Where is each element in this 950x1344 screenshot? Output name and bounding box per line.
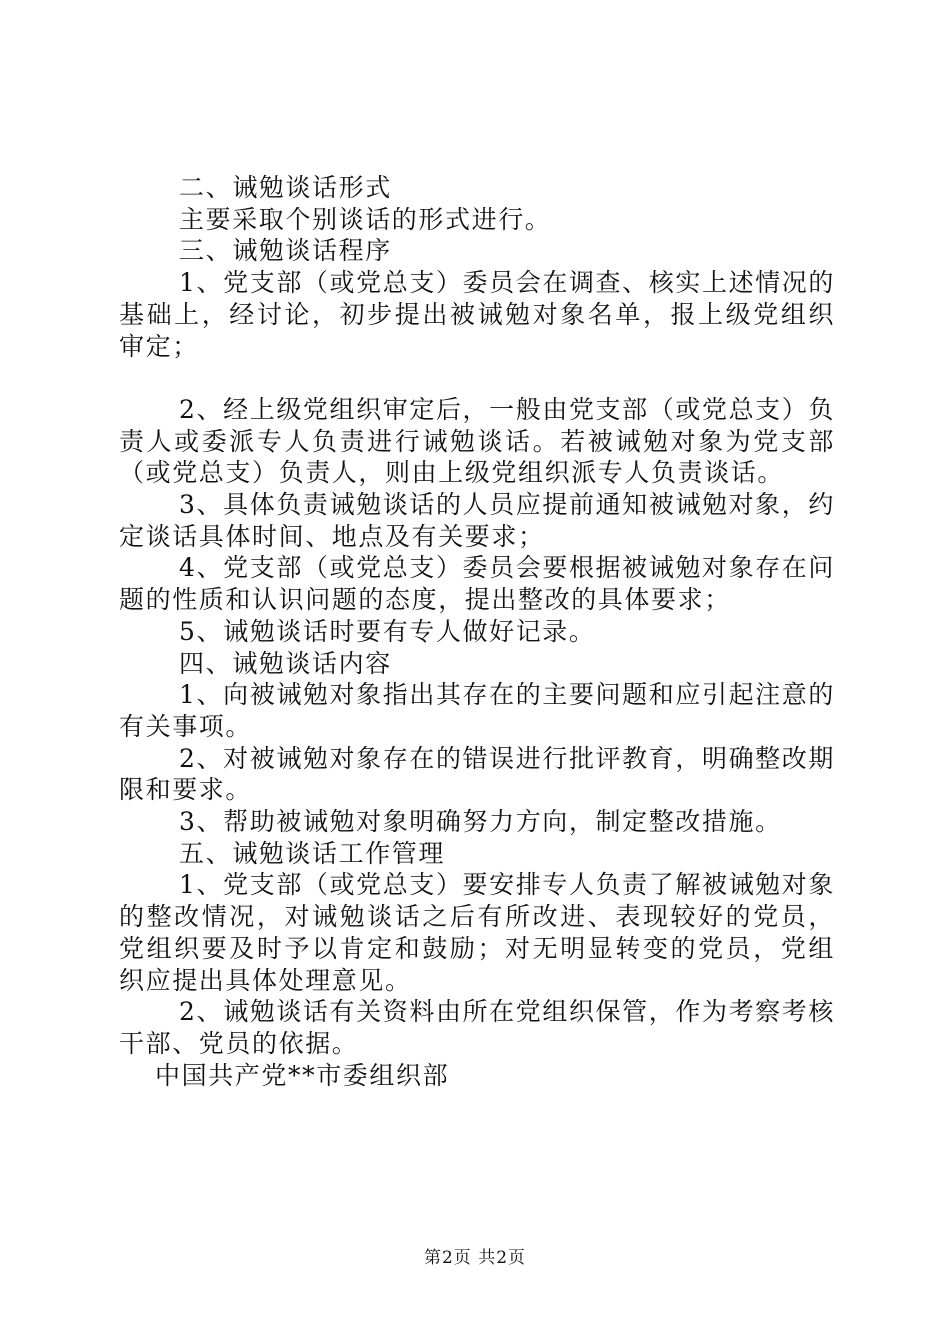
paragraph-procedure-4: 4、党支部（或党总支）委员会要根据被诫勉对象存在问题的性质和认识问题的态度，提出整改的具体要求； bbox=[119, 553, 835, 615]
paragraph-form-method: 主要采取个别谈话的形式进行。 bbox=[179, 204, 552, 234]
section-heading-form: 二、诫勉谈话形式 bbox=[179, 173, 392, 202]
paragraph-management-1: 1、党支部（或党总支）要安排专人负责了解被诫勉对象的整改情况，对诫勉谈话之后有所改进、表现较好的党员，党组织要及时予以肯定和鼓励；对无明显转变的党员，党组织应提出具体处理意见。 bbox=[119, 870, 835, 995]
paragraph-content-3: 3、帮助被诫勉对象明确努力方向，制定整改措施。 bbox=[179, 807, 782, 837]
paragraph-procedure-5: 5、诫勉谈话时要有专人做好记录。 bbox=[179, 616, 596, 646]
signature-line: 中国共产党**市委组织部 bbox=[155, 1060, 450, 1090]
paragraph-procedure-1: 1、党支部（或党总支）委员会在调查、核实上述情况的基础上，经讨论，初步提出被诫勉对象名单，报上级党组织审定； bbox=[119, 268, 835, 361]
paragraph-content-1: 1、向被诫勉对象指出其存在的主要问题和应引起注意的有关事项。 bbox=[119, 680, 835, 741]
paragraph-management-2: 2、诫勉谈话有关资料由所在党组织保管，作为考察考核干部、党员的依据。 bbox=[119, 997, 835, 1058]
section-heading-content: 四、诫勉谈话内容 bbox=[179, 648, 392, 678]
document-body bbox=[119, 172, 835, 1091]
paragraph-procedure-3: 3、具体负责诫勉谈话的人员应提前通知被诫勉对象，约定谈话具体时间、地点及有关要求； bbox=[119, 490, 835, 551]
section-heading-procedure: 三、诫勉谈话程序 bbox=[179, 236, 392, 266]
paragraph-procedure-2: 2、经上级党组织审定后，一般由党支部（或党总支）负责人或委派专人负责进行诫勉谈话。若被诫勉对象为党支部（或党总支）负责人，则由上级党组织派专人负责谈话。 bbox=[119, 394, 835, 488]
blank-line bbox=[119, 362, 835, 394]
page-number-footer: 第2页 共2页 bbox=[423, 1248, 527, 1268]
section-heading-management: 五、诫勉谈话工作管理 bbox=[179, 838, 446, 868]
paragraph-content-2: 2、对被诫勉对象存在的错误进行批评教育，明确整改期限和要求。 bbox=[119, 743, 835, 805]
